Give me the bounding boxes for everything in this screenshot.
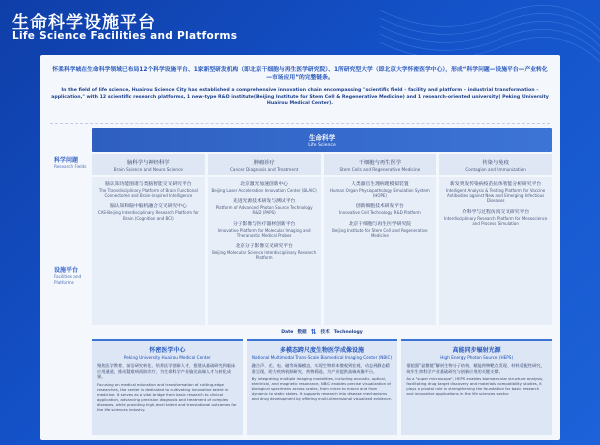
platform-name-cn: 新发突发传染病疫苗抗体智能分析研究平台 — [450, 182, 542, 187]
facility-desc-en: By integrating multiple imaging modalities, including acoustic, optical, electrical, and magnetic resonance, NBIC enables precise visualization of biological specimens across scales, from micro to macro and from dynamic to static states. It supports research into disease mechanisms and drug development by offering multi-dimensional visualized evidence. — [251, 376, 392, 402]
facility-name-en: Peking University Huairou Medical Center — [123, 355, 211, 360]
platform-column-stem-cells — [324, 177, 437, 325]
facility-desc-en: Focusing on medical education and transformation of cutting-edge researches, the center is dedicated to cultivating innovative talent in medicine. It serves as a vital bridge from basic research to clinical application, advancing precision diagnosis and treatment of complex diseases, while providing high-level talent and translational outcomes for the life sciences industry. — [97, 381, 237, 412]
facilities-row — [92, 339, 552, 435]
platform-name-cn: 北京激光加速创新中心 — [240, 182, 289, 187]
platform-name-en: CAS-Beijing Interdisciplinary Research Platform for Brain (Cognition and BCI) — [97, 210, 199, 221]
platform-item — [442, 182, 549, 204]
platform-item — [327, 182, 434, 198]
platform-column-cancer — [208, 177, 321, 325]
platform-item — [95, 204, 202, 220]
platform-name-en: The Transdisciplinary Platform of Brain Functional Connectome and Brain-inspired Intelligence — [98, 188, 198, 199]
tech-left-en: Date — [281, 329, 294, 335]
field-cancer — [208, 154, 321, 175]
facility-desc-cn: 聚焦医学教育、前沿研究转化、培养医学创新人才，搭建从基础研究到临床应用通道，推动疑难病预防诊疗，为生命科学产业输送高端人才与转化成果。 — [97, 363, 236, 380]
platform-name-cn: 介科学与过程仿真交叉研究平台 — [462, 209, 530, 215]
tech-left-cn: 数据 — [297, 330, 307, 335]
facility-name-cn: 多模态跨尺度生物医学成像设施 — [280, 347, 365, 354]
platform-name-en: Beijing Molecular Science Interdisciplinary Research Platform — [212, 250, 317, 261]
platform-name-cn: 脑认知功能图谱与类脑智能交叉研究平台 — [105, 182, 192, 187]
platform-item — [339, 204, 421, 215]
field-label-cn: 干细胞与再生医学 — [358, 160, 402, 166]
field-stem-cells — [324, 154, 437, 175]
platform-item — [327, 222, 434, 238]
facility-desc-en: As a "super microscope", HEPS enables biomolecular structure analysis, facilitating drug target discovery and materials compatibility studies, it plays a pivotal role in strengthening the foundation for basic research and innovative applications in the life sciences sector. — [406, 376, 544, 397]
field-label-en: Cancer Diagnosis and Treatment — [229, 167, 299, 172]
intro-text-en: In the field of life science, Huairou Science City has established a comprehensive innovation chain encompassing "scientific field – facility and platform – industrial transformation – application," with 12 scientific research platforms, 1 new-type R&D institute(Beijing Institute for Stem Cell & Regenerative Medicine) and 1 research-oriented university( Peking University Huairou Medical Center). — [51, 88, 549, 107]
field-brain-science — [92, 154, 205, 175]
tech-right-cn: 技术 — [320, 330, 330, 335]
field-label-cn: 脑科学与神经科学 — [127, 160, 170, 166]
life-science-header — [92, 128, 552, 152]
platform-item — [211, 244, 318, 260]
side-label-platforms-cn: 设施平台 — [54, 267, 79, 274]
platform-name-cn: 北京分子影像交叉研究平台 — [235, 244, 293, 250]
platform-name-en: Platform of Advanced Photon Source Technology R&D (PAPS) — [215, 205, 313, 216]
platform-name-en: Innovative Cell Technology R&D Platform — [338, 210, 421, 216]
platform-name-en: Beijing Institute for Stem Cell and Regenerative Medicine — [332, 227, 428, 238]
platform-name-cn: 创新细胞技术研发平台 — [355, 204, 404, 210]
content-panel — [40, 55, 560, 440]
platform-name-cn: 先进光源技术研发与测试平台 — [232, 199, 296, 205]
platform-name-cn: 脑认知和脑中脑机融合交叉研究中心 — [109, 204, 187, 210]
tech-right-en: Technology — [333, 329, 363, 335]
facility-card-nbic — [247, 339, 398, 435]
platform-name-en: Intelligent Analysis & Testing Platform for Vaccine Antibodies against New and Emerging Infectious Diseases — [446, 188, 546, 204]
facility-desc-cn: 融合声、光、电、磁等成像模态，实现生物样本微观到宏观、动态到静态精准呈现，助力疾病机制研究、药物筛选，为产业提供高端成像平台。 — [251, 363, 390, 374]
header-en: Life Science — [308, 143, 336, 148]
platform-column-contagion — [439, 177, 552, 325]
side-label-platforms — [54, 265, 96, 285]
platform-name-en: Beijing Laser Acceleration Innovation Center (BLAIC) — [211, 188, 317, 193]
up-down-arrows-icon: ⇅ — [310, 328, 317, 336]
facility-name-en: High Energy Photon Source (HEPS) — [440, 355, 514, 360]
side-label-fields — [54, 155, 96, 170]
field-label-en: Contagion and Immunization — [465, 167, 526, 172]
header-cn: 生命科学 — [308, 134, 336, 142]
platform-item — [211, 222, 318, 238]
platform-item — [211, 199, 318, 215]
facility-card-heps — [401, 339, 552, 435]
field-label-cn: 肿瘤诊疗 — [253, 160, 275, 166]
platform-item — [95, 182, 202, 198]
field-contagion — [439, 154, 552, 175]
platform-name-en: Interdisciplinary Research Platform for Mesoscience and Process Simulation — [443, 215, 548, 226]
data-technology-bar — [92, 327, 552, 337]
platform-column-brain — [92, 177, 205, 325]
platform-name-cn: 北京干细胞与再生医学研究院 — [348, 221, 412, 227]
research-fields-row — [92, 154, 552, 175]
facility-card-medical-center — [92, 339, 243, 435]
field-label-cn: 传染与免疫 — [482, 160, 509, 166]
divider — [50, 123, 550, 124]
side-label-platforms-en: Facilities and Platforms — [54, 274, 82, 285]
platform-item — [442, 210, 549, 226]
facility-name-cn: 怀密医学中心 — [149, 347, 186, 354]
field-label-en: Brain Science and Neuro Science — [113, 167, 183, 172]
platform-name-cn: 人类器官生理病理模拟装置 — [351, 182, 409, 187]
side-label-fields-en: Research Fields — [54, 164, 87, 169]
platform-name-en: Innovative Platform for Molecular Imaging and Theranostic Medical Probes — [217, 227, 311, 238]
facility-name-en: National Multimodal Trans-Scale Biomedical Imaging Center (NBIC) — [251, 355, 393, 360]
facility-name-cn: 高能同步辐射光源 — [452, 347, 501, 354]
platform-name-en: Human Organ Physiopathology Emulation System (HOPE) — [329, 188, 430, 199]
facility-desc-cn: 借超强“显微镜”解析生物分子结构，赋能药物靶点发现、材料适配性研究，筑牢生命科学产业基础研究与创新应用的关键支撑。 — [406, 363, 545, 374]
intro-text-cn: 怀柔科学城在生命科学领域已布局12个科学设施平台、1家新型研发机构（即北京干细胞与再生医学研究院）、1所研究型大学（即北京大学怀密医学中心），形成“科学问题—设施平台—产业转化—市场应用”的完整链条。 — [52, 67, 548, 81]
platform-item — [212, 182, 317, 193]
side-label-fields-cn: 科学问题 — [54, 157, 79, 164]
platforms-grid — [92, 177, 552, 325]
page-subtitle: Life Science Facilities and Platforms — [12, 30, 238, 42]
field-label-en: Stem Cells and Regenerative Medicine — [339, 167, 421, 172]
platform-name-cn: 分子影像与医疗器材创新平台 — [232, 221, 296, 227]
page-title: 生命科学设施平台 — [12, 13, 156, 33]
